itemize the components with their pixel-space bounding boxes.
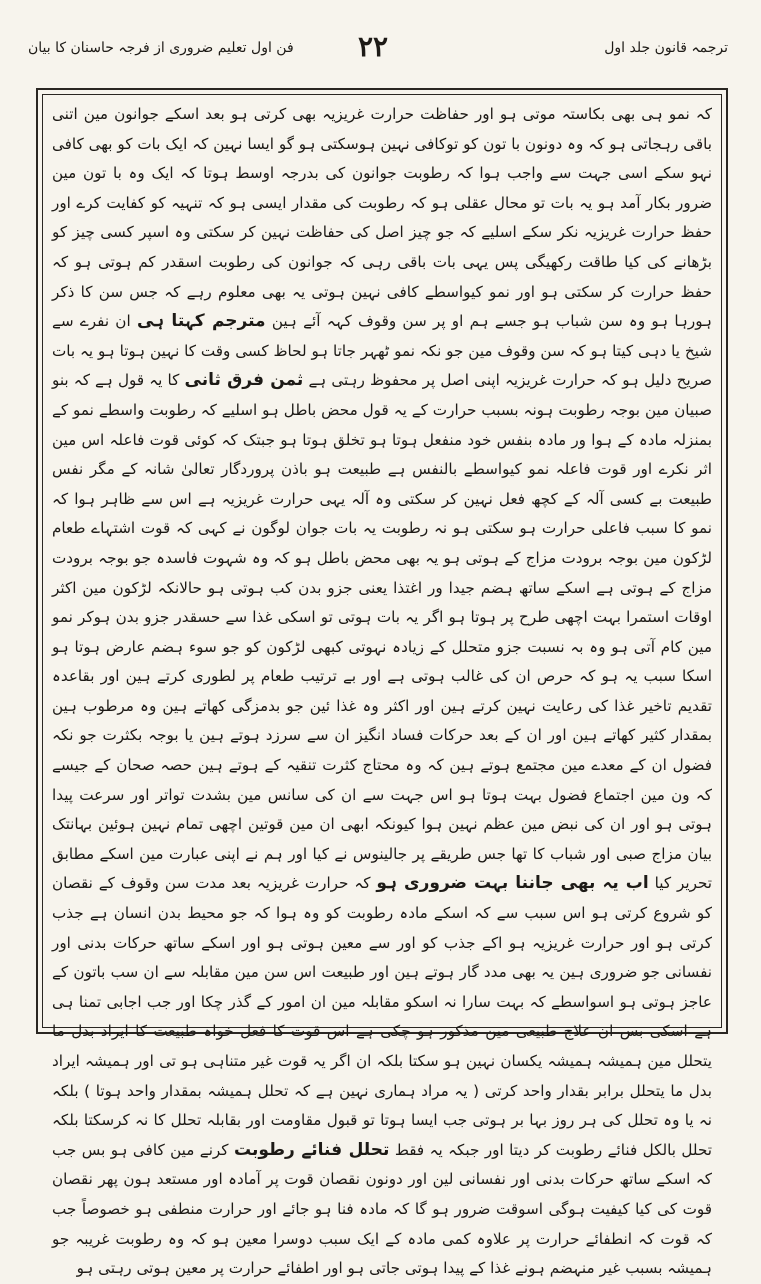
page-number: ۲۲	[358, 30, 389, 63]
running-head-left: فن اول تعلیم ضروری از فرجہ حاسنان کا بیان	[28, 40, 294, 56]
body-paragraph	[52, 100, 712, 1284]
text-run: کرنے مین کافی ہو بس جب کہ اسکے ساتھ حرکات بدنی اور نفسانی لین اور دونون نقصان قوت پر آمادہ اور مستعد ہون پھر نقصان قوت کی کیا کیفیت ہوگی اسوقت ضرور ہو گا کہ مادہ فنا ہو جائے اور حرارت منطفی ہو خصوصاً جب کہ قوت کہ انطفائے حرارت پر علاوہ کمی مادہ کے ایک سبب دوسرا معین ہو کہ وہ رطوبت غریبہ جو ہمیشہ بسبب غیر منہضم ہونے غذا کے پیدا ہوتی جاتی ہو اور اطفائے حرارت پر معین ہوتی رہتی ہو	[52, 1140, 712, 1278]
page-header	[28, 30, 728, 70]
text-run: کہ نمو ہی بھی بکاستہ موتی ہو اور حفاظت حرارت غریزیہ بھی کرتی ہو بعد اسکے جوانون مین اتنی باقی رہجاتی ہو کہ وہ دونون با تون کو توکافی نہین ہوسکتی ہو گو ایسا نہین کہ ایک بات کو بھی کافی نہو سکے اسی جہت سے واجب ہوا کہ رطوبت جوانون کی بدرجہ اوسط ہوتا کہ ایک وہ با تون مین ضرور بکار آمد ہو یہ بات تو محال عقلی ہو کہ رطوبت کی مقدار ایسی ہو کہ تنہیہ کو کفایت کرے اور حفظ حرارت غریزیہ نکر سکے اسلیے کہ جو چیز اصل کی حفاظت نہین کر سکتی وہ اسپر کسی چیز کو بڑھانے کی کیا طاقت رکھیگی پس یہی بات باقی رہی کہ جوانون کی رطوبت اسقدر کم ہوتی ہو کہ حفظ حرارت کر سکتی ہو اور نمو کیواسطے کافی نہین ہوتی یہ بھی معلوم رہے کہ جس سن کا ذکر ہورہا ہو وہ سن شباب ہو جسے ہم او پر سن وقوف کہہ آئے ہین	[52, 105, 713, 331]
emphasis-second-difference: ثمن فرق ثانی	[184, 370, 304, 391]
emphasis-dissolution: تحلل فنائے رطوبت	[233, 1139, 390, 1160]
emphasis-important-note: اب یہ بھی جاننا بہت ضروری ہو	[376, 873, 649, 894]
running-head-right: ترجمہ قانون جلد اول	[604, 40, 728, 56]
text-run: ان نفرے سے شیخ یا دہی کیتا ہو کہ سن وقوف مین جو نکہ نمو ٹھہر جاتا ہو لحاظ کسی وقت کا نہین ہوتا ہو یہ بات صریح دلیل ہو کہ حرارت غریزیہ اپنی اصل پر محفوظ رہتی ہے	[52, 312, 712, 390]
emphasis-translator-says: مترجم کہتا ہی	[136, 311, 266, 332]
body-text	[52, 100, 713, 1278]
text-run: کہ حرارت غریزیہ بعد مدت سن وقوف کے نقصان کو شروع کرتی ہو اس سبب سے کہ اسکے مادہ رطوبت کو وہ ہوا کہ جو محیط بدن انسان ہے جذب کرتی ہو اور حرارت غریزیہ ہو اکے جذب کو اور سے معین ہوتی ہو اور اسکے ساتھ حرکات بدنی اور نفسانی جو ضروری ہین یہ بھی مدد گار ہوتے ہین اور طبیعت اس سن مین مقابلہ سے ان سب باتون کے عاجز ہوتی ہو اسواسطے کہ بہت سارا نہ اسکو مقابلہ مین ان امور کے گذر چکا اور جب اجابی تمنا ہی ہے اسکی بس ان علاج طبیعی مین مذکور ہو چکی ہے اس قوت کا فعل خواہ طبیعت کا ایراد بدل ما یتحلل مین ہمیشہ ہمیشہ یکسان نہین ہو سکتا بلکہ ان اگر یہ قوت غیر متناہی ہو تی اور ہمیشہ ایراد بدل ما یتحلل برابر بقدار واحد کرتی ( یہ مراد ہماری نہین ہے کہ تحلل ہمیشہ بمقدار واحد ہوتا ) بلکہ نہ یا وہ تحلل کی ہر روز بہا بر ہوتی جب ایسا ہوتا تو قبول مقاومت اور بقابلہ تحلل کا نہ کرسکتا بلکہ تحلل بالکل فنائے رطوبت کر دیتا اور جبکہ یہ فقط	[52, 874, 712, 1159]
text-run: کا یہ قول ہے کہ بنو صبیان مین بوجہ رطوبت ہونہ بسبب حرارت کے یہ قول محض باطل ہو اسلیے کہ رطوبت واسطے نمو کے بمنزلہ مادہ کے ہوا ور مادہ بنفس خود منفعل ہوتا ہو تخلق ہوتا ہو جبتک کہ کوئی قوت فاعلہ اس مین اثر نکرے اور قوت فاعلہ نمو کیواسطے بالنفس ہے طبیعت ہو باذن پروردگار تعالیٰ شانہ کے مگر نفس طبیعت بے کسی آلہ کے کچھ فعل نہین کر سکتی وہ آلہ یہی حرارت غریزیہ ہے اس سے ظاہر ہوا کہ نمو کا سبب فاعلی حرارت ہو سکتی ہو نہ رطوبت یہ بات جوان لوگون نے کہی کہ قوت اشتہاے طعام لڑکون مین بوجہ برودت مزاج کے ہوتی ہو یہ بھی محض باطل ہو کہ وہ شہوت فاسدہ جو بوجہ برودت مزاج کے ہوتی ہے اسکے ساتھ ہضم جیدا ور اغتذا یعنی جزو بدن کب ہوتی ہو حالانکہ لڑکون مین اکثر اوقات استمرا بہت اچھی طرح پر ہوتا ہو اگر یہ بات ہوتی تو اسکی غذا سے حسقدر جزو بدن ہوکر نمو مین کام آتی ہو وہ بہ نسبت جزو متحلل کے زیادہ نہوتی کبھی لڑکون کو جو سوء ہضم عارض ہوتا ہو اسکا سبب یہ ہو کہ حرص ان کی غالب ہوتی ہے اور بے ترتیب طعام پر لطوری کرتے ہین اور بقاعدہ تقدیم تاخیر غذا کی رعایت نہین کرتے ہین اور اکثر وہ غذا ئین جو بدمزگی کھاتے ہین وہ مرطوب ہین بمقدار کثیر کھاتے ہین اور ان کے بعد حرکات فساد انگیز ان سے سرزد ہوتے ہین یا بوجہ بکثرت جو نکہ فضول ان کے معدے مین مجتمع ہوتے ہین کہ وہ محتاج کثرت تنقیہ کے ہوتے ہین حصہ صحان کے جیسے کہ ون مین اجتماع فضول بہت ہوتا ہو اس جہت سے ان کی سانس مین بشدت تواتر اور سرعت پیدا ہوتی ہو اور ان کی نبض مین عظم نہین ہوا کیونکہ ابھی ان مین قوتین اچھی تمام نہین ہوئین بہانتک بیان مزاج صبی اور شباب کا تھا جس طریقے پر جالینوس نے کیا اور ہم نے اپنی عبارت مین اسکے مطابق تحریر کیا	[52, 371, 712, 893]
